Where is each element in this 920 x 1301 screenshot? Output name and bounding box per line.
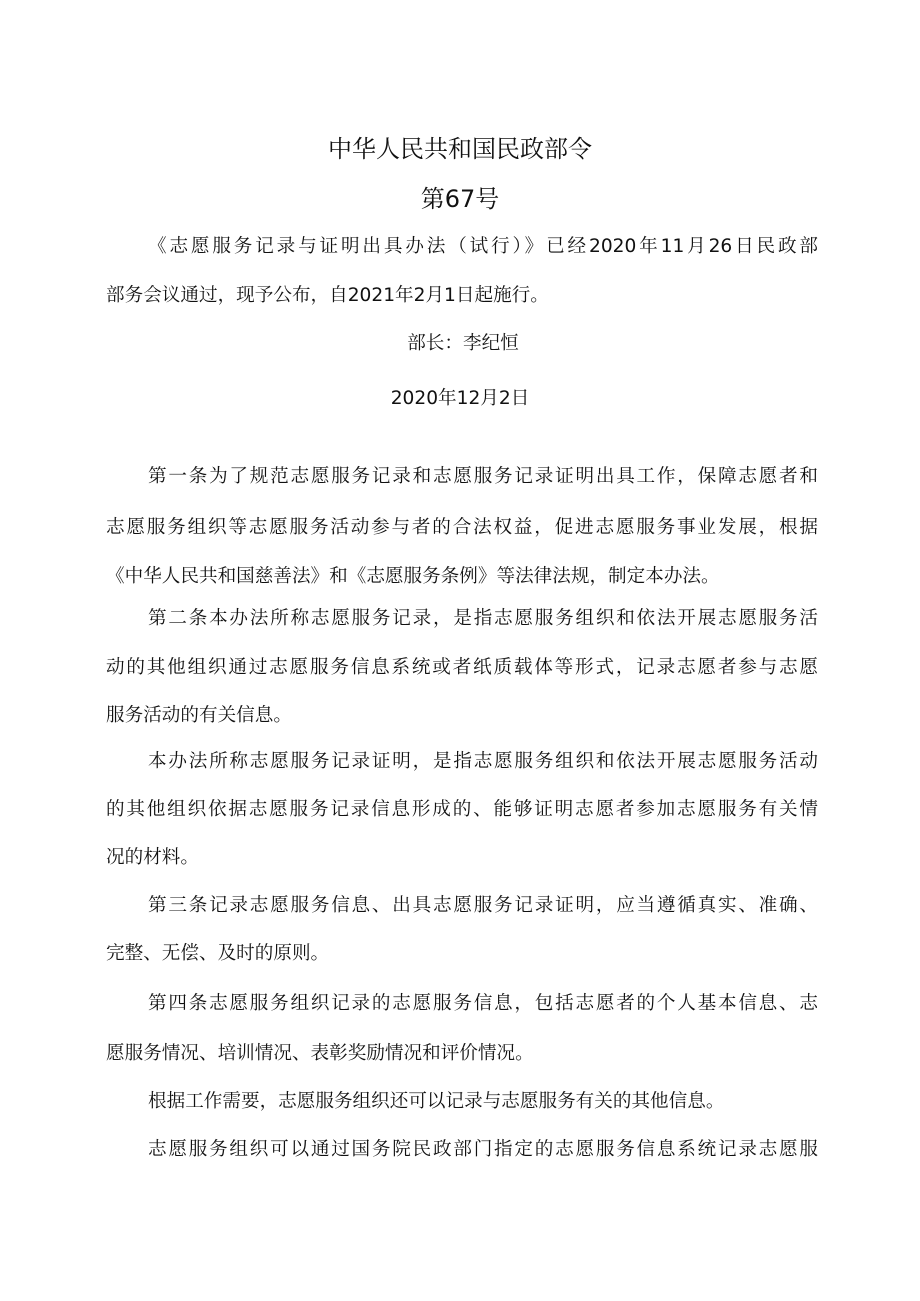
paragraph-line: 动的其他组织通过志愿服务信息系统或者纸质载体等形式，记录志愿者参与志愿 — [106, 657, 818, 678]
paragraph-line: 服务活动的有关信息。 — [106, 705, 292, 726]
paragraph-line: 《中华人民共和国慈善法》和《志愿服务条例》等法律法规，制定本办法。 — [106, 566, 720, 587]
document-title: 中华人民共和国民政部令 — [328, 135, 592, 163]
paragraph-line: 本办法所称志愿服务记录证明，是指志愿服务组织和依法开展志愿服务活动 — [148, 751, 818, 772]
paragraph-line: 第四条志愿服务组织记录的志愿服务信息，包括志愿者的个人基本信息、志 — [148, 993, 818, 1014]
paragraph-line: 第三条记录志愿服务信息、出具志愿服务记录证明，应当遵循真实、准确、 — [148, 895, 818, 916]
order-number: 第67号 — [420, 185, 500, 213]
paragraph-line: 况的材料。 — [106, 847, 199, 868]
signature: 部长：李纪恒 — [407, 333, 519, 354]
paragraph-line: 的其他组织依据志愿服务记录信息形成的、能够证明志愿者参加志愿服务有关情 — [106, 799, 818, 820]
paragraph-line: 愿服务情况、培训情况、表彰奖励情况和评价情况。 — [106, 1043, 534, 1064]
paragraph-line: 完整、无偿、及时的原则。 — [106, 943, 330, 964]
paragraph-line: 根据工作需要，志愿服务组织还可以记录与志愿服务有关的其他信息。 — [148, 1091, 725, 1112]
paragraph-line: 志愿服务组织可以通过国务院民政部门指定的志愿服务信息系统记录志愿服 — [148, 1139, 818, 1160]
announcement-line: 部务会议通过，现予公布，自2021年2月1日起施行。 — [106, 285, 549, 306]
paragraph-line: 第一条为了规范志愿服务记录和志愿服务记录证明出具工作，保障志愿者和 — [148, 466, 818, 487]
announcement-line: 《志愿服务记录与证明出具办法（试行）》已经2020年11月26日民政部 — [148, 236, 818, 257]
paragraph-line: 第二条本办法所称志愿服务记录，是指志愿服务组织和依法开展志愿服务活 — [148, 608, 818, 629]
paragraph-line: 志愿服务组织等志愿服务活动参与者的合法权益，促进志愿服务事业发展，根据 — [106, 517, 818, 538]
issue-date: 2020年12月2日 — [390, 388, 530, 409]
